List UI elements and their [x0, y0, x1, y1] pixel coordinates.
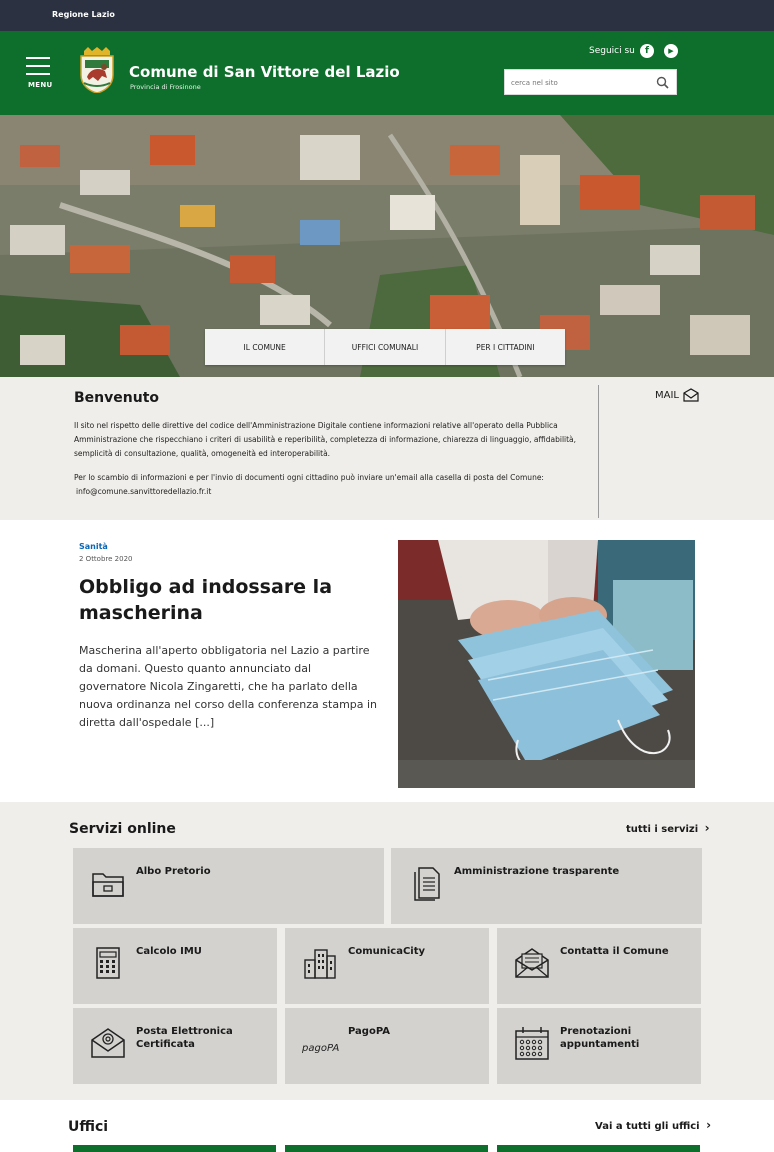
open-envelope-icon	[513, 944, 551, 982]
service-comunicacity[interactable]	[285, 928, 489, 1004]
hero-quick-nav	[205, 329, 565, 365]
envelope-icon	[683, 388, 699, 402]
regione-lazio-link[interactable]: Regione Lazio	[52, 10, 115, 19]
pagopa-logo-text: pagoPA	[302, 1043, 340, 1054]
document-icon	[409, 864, 447, 902]
chevron-right-icon: ›	[706, 1118, 712, 1132]
nav-il-comune[interactable]: IL COMUNE	[205, 329, 325, 365]
services-title: Servizi online	[69, 821, 176, 837]
service-label: Calcolo IMU	[136, 946, 202, 957]
service-prenotazioni-appuntamenti[interactable]	[497, 1008, 701, 1084]
at-envelope-icon	[89, 1024, 127, 1062]
service-label: Prenotazioni appuntamenti	[560, 1026, 640, 1050]
service-amministrazione-trasparente[interactable]	[391, 848, 702, 924]
welcome-section	[0, 377, 774, 520]
welcome-title: Benvenuto	[74, 390, 159, 406]
news-date: 2 Ottobre 2020	[79, 555, 133, 563]
service-label: PagoPA	[348, 1026, 390, 1037]
archive-box-icon	[89, 864, 127, 902]
vertical-divider	[598, 385, 599, 518]
calculator-icon	[89, 944, 127, 982]
search-input[interactable]	[511, 75, 651, 91]
service-label: ComunicaCity	[348, 946, 426, 957]
all-offices-label: Vai a tutti gli uffici	[595, 1121, 700, 1132]
face-masks-photo	[398, 540, 695, 788]
facebook-icon[interactable]: f	[640, 44, 654, 58]
service-albo-pretorio[interactable]	[73, 848, 384, 924]
search-box	[504, 69, 677, 95]
all-services-link[interactable]	[626, 821, 710, 835]
hamburger-icon	[26, 57, 50, 59]
pagopa-logo-icon	[302, 1036, 342, 1052]
all-offices-link[interactable]	[595, 1118, 711, 1132]
youtube-icon[interactable]: ▶	[664, 44, 678, 58]
nav-per-i-cittadini[interactable]: PER I CITTADINI	[476, 342, 535, 352]
calendar-icon	[513, 1024, 551, 1062]
service-label: Amministrazione trasparente	[454, 866, 620, 877]
search-icon[interactable]	[656, 76, 669, 89]
service-calcolo-imu[interactable]	[73, 928, 277, 1004]
news-category[interactable]: Sanità	[79, 542, 108, 551]
mail-link[interactable]	[655, 388, 699, 402]
news-image[interactable]	[398, 540, 695, 788]
service-label: Contatta il Comune	[560, 946, 669, 957]
service-posta-elettronica-certificata[interactable]	[73, 1008, 277, 1084]
welcome-paragraph: Per lo scambio di informazioni e per l'invio di documenti ogni cittadino può inviare un'email alla casella di posta del Comune:	[74, 473, 544, 482]
mail-link-label: MAIL	[655, 389, 679, 401]
chevron-right-icon: ›	[704, 821, 710, 835]
featured-news	[0, 520, 774, 802]
uffici-section	[0, 1100, 774, 1152]
city-buildings-icon	[301, 944, 339, 982]
hamburger-icon-bar	[26, 73, 50, 75]
service-label: Albo Pretorio	[136, 866, 211, 877]
news-excerpt: Mascherina all'aperto obbligatoria nel Lazio a partire da domani. Questo quanto annunciato dal governatore Nicola Zingaretti, che ha parlato della nuova ordinanza nel corso della conferenza stampa in diretta dall'ospedale [...]	[79, 644, 378, 729]
service-pagopa[interactable]	[285, 1008, 489, 1084]
follow-us-label: Seguici su	[589, 46, 635, 56]
uffici-title: Uffici	[68, 1119, 109, 1135]
welcome-paragraph: Il sito nel rispetto delle direttive del codice dell'Amministrazione Digitale contiene informazioni relative all'operato della Pubblica Amministrazione che rispecchiano i criteri di usabilità e reperibilità, completezza di informazione, chiarezza di linguaggio, affidabilità, semplicità di consultazione, qualità, omogeneità ed interoperabilità.	[74, 421, 577, 458]
municipal-crest-icon[interactable]	[78, 47, 116, 93]
service-label: Posta Elettronica Certificata	[136, 1026, 233, 1050]
all-services-label: tutti i servizi	[626, 824, 699, 835]
office-card[interactable]	[497, 1145, 700, 1152]
site-subtitle: Provincia di Frosinone	[130, 83, 201, 91]
nav-uffici-comunali[interactable]: UFFICI COMUNALI	[325, 329, 445, 365]
news-title[interactable]: Obbligo ad indossare la mascherina	[79, 576, 333, 624]
menu-label[interactable]: MENU	[28, 81, 53, 89]
hamburger-icon-bar	[26, 65, 50, 67]
hero-banner	[0, 115, 774, 377]
office-card[interactable]	[285, 1145, 488, 1152]
site-header	[0, 31, 774, 115]
office-card[interactable]	[73, 1145, 276, 1152]
top-bar	[0, 0, 774, 31]
menu-button[interactable]	[26, 57, 54, 97]
site-title[interactable]: Comune di San Vittore del Lazio	[129, 63, 400, 81]
service-contatta-il-comune[interactable]	[497, 928, 701, 1004]
municipality-email-link[interactable]: info@comune.sanvittoredellazio.fr.it	[76, 487, 212, 496]
welcome-text	[74, 419, 594, 499]
online-services-section	[0, 802, 774, 1100]
